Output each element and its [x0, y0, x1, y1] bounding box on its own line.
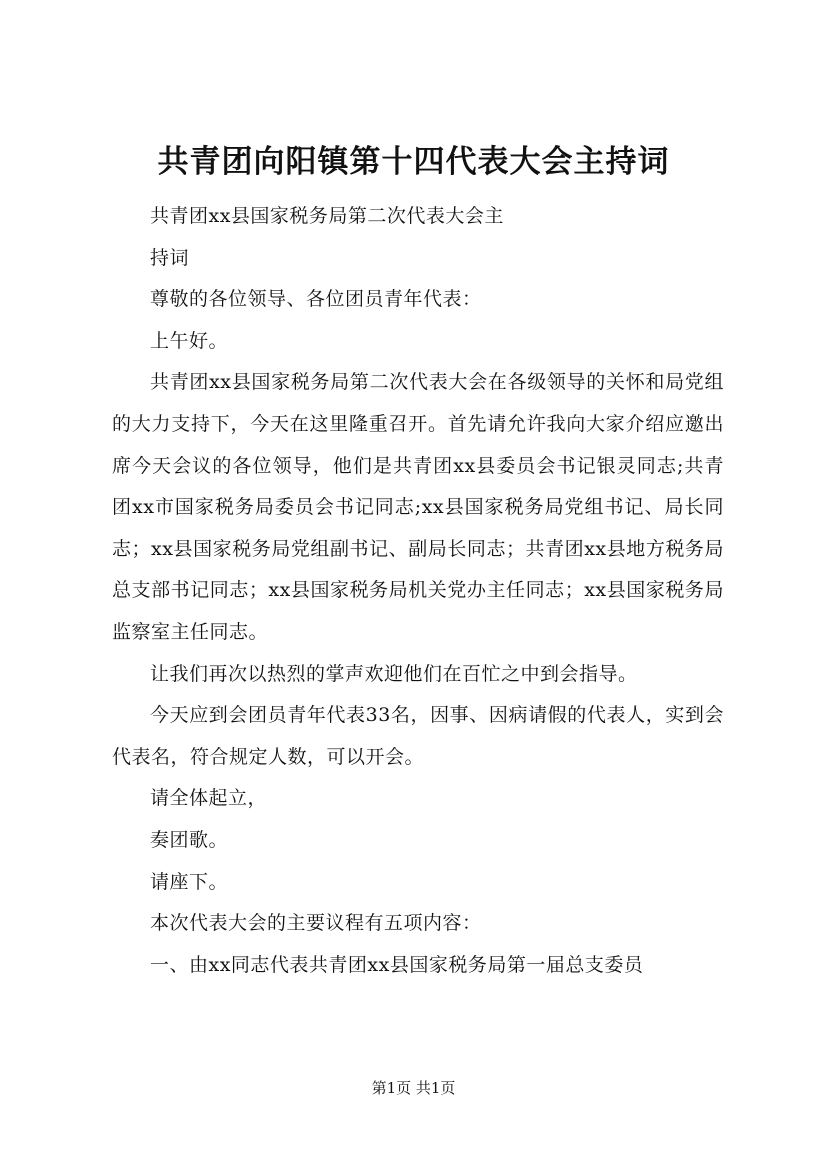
paragraph: 本次代表大会的主要议程有五项内容：	[150, 912, 482, 935]
document-title: 共青团向阳镇第十四代表大会主持词	[157, 144, 670, 180]
paragraph: 上午好。	[150, 329, 229, 352]
paragraph: 请全体起立，	[150, 787, 268, 810]
paragraph: 一、由xx同志代表共青团xx县国家税务局第一届总支委员	[150, 953, 644, 976]
paragraph: 奏团歌。	[150, 828, 229, 851]
paragraph: 让我们再次以热烈的掌声欢迎他们在百忙之中到会指导。	[150, 662, 638, 685]
page-number-footer: 第1页 共1页	[371, 1079, 456, 1097]
paragraph: 持词	[150, 246, 190, 269]
paragraph: 共青团xx县国家税务局第二次代表大会主	[150, 205, 504, 227]
paragraph: 请座下。	[150, 870, 229, 893]
paragraph: 尊敬的各位领导、各位团员青年代表：	[150, 288, 482, 311]
paragraph: 今天应到会团员青年代表33名，因事、因病请假的代表人，实到会代表名，符合规定人数，可以开会。	[112, 704, 724, 768]
document-body	[112, 196, 724, 986]
paragraph: 共青团xx县国家税务局第二次代表大会在各级领导的关怀和局党组的大力支持下，今天在这里隆重召开。首先请允许我向大家介绍应邀出席今天会议的各位领导，他们是共青团xx县委员会书记银灵同志;共青团xx市国家税务局委员会书记同志;xx县国家税务局党组书记、局长同志；xx县国家税务局党组副书记、副局长同志；共青团xx县地方税务局总支部书记同志；xx县国家税务局机关党办主任同志；xx县国家税务局监察室主任同志。	[112, 371, 724, 643]
